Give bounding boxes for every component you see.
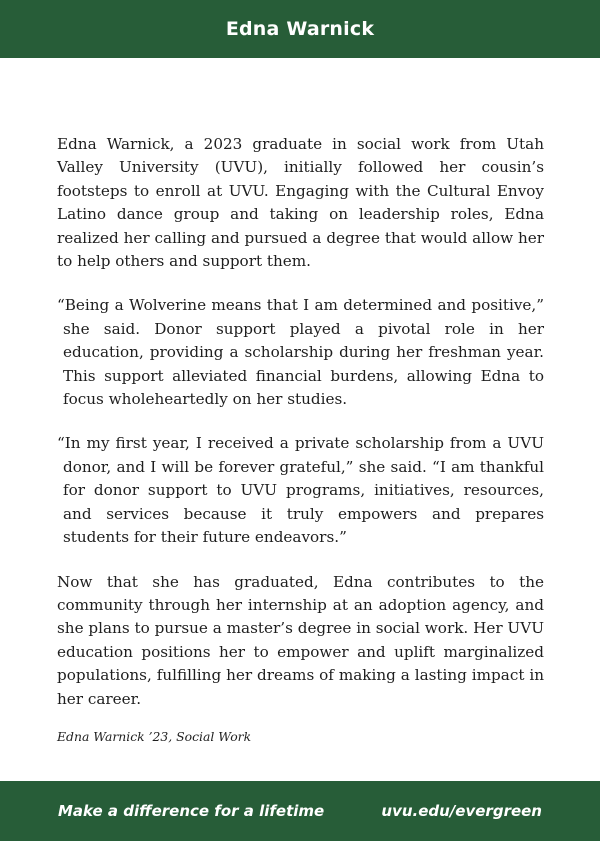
paragraph-graduation: Now that she has graduated, Edna contributes to the community through her internship at an adoption agency, and she plans to pursue a master’s degree in social work. Her UVU education positions her to empower and uplift marginalized populations, fulfilling her dreams of making a lasting impact in her career. [57, 572, 544, 708]
page-title: Edna Warnick [225, 18, 375, 40]
signature-line: Edna Warnick ’23, Social Work [57, 728, 252, 744]
paragraph-wolverine-quote: “Being a Wolverine means that I am determined and positive,” she said. Donor support played a pivotal role in her education, providing a scholarship during her freshman year. This support alleviated financial burdens, allowing Edna to focus wholeheartedly on her studies. [57, 296, 544, 409]
paragraph-scholarship-quote: “In my first year, I received a private scholarship from a UVU donor, and I will be forever grateful,” she said. “I am thankful for donor support to UVU programs, initiatives, resources, and services because it truly empowers and prepares students for their future endeavors.” [57, 434, 544, 547]
paragraph-intro: Edna Warnick, a 2023 graduate in social work from Utah Valley University (UVU), initially followed her cousin’s footsteps to enroll at UVU. Engaging with the Cultural Envoy Latino dance group and taking on leadership roles, Edna realized her calling and pursued a degree that would allow her to help others and support them. [57, 135, 544, 271]
footer-url: uvu.edu/evergreen [381, 802, 542, 820]
footer-bar [0, 781, 600, 841]
article-body [57, 133, 544, 766]
footer-tagline: Make a difference for a lifetime [58, 802, 325, 820]
header-bar [0, 0, 600, 58]
